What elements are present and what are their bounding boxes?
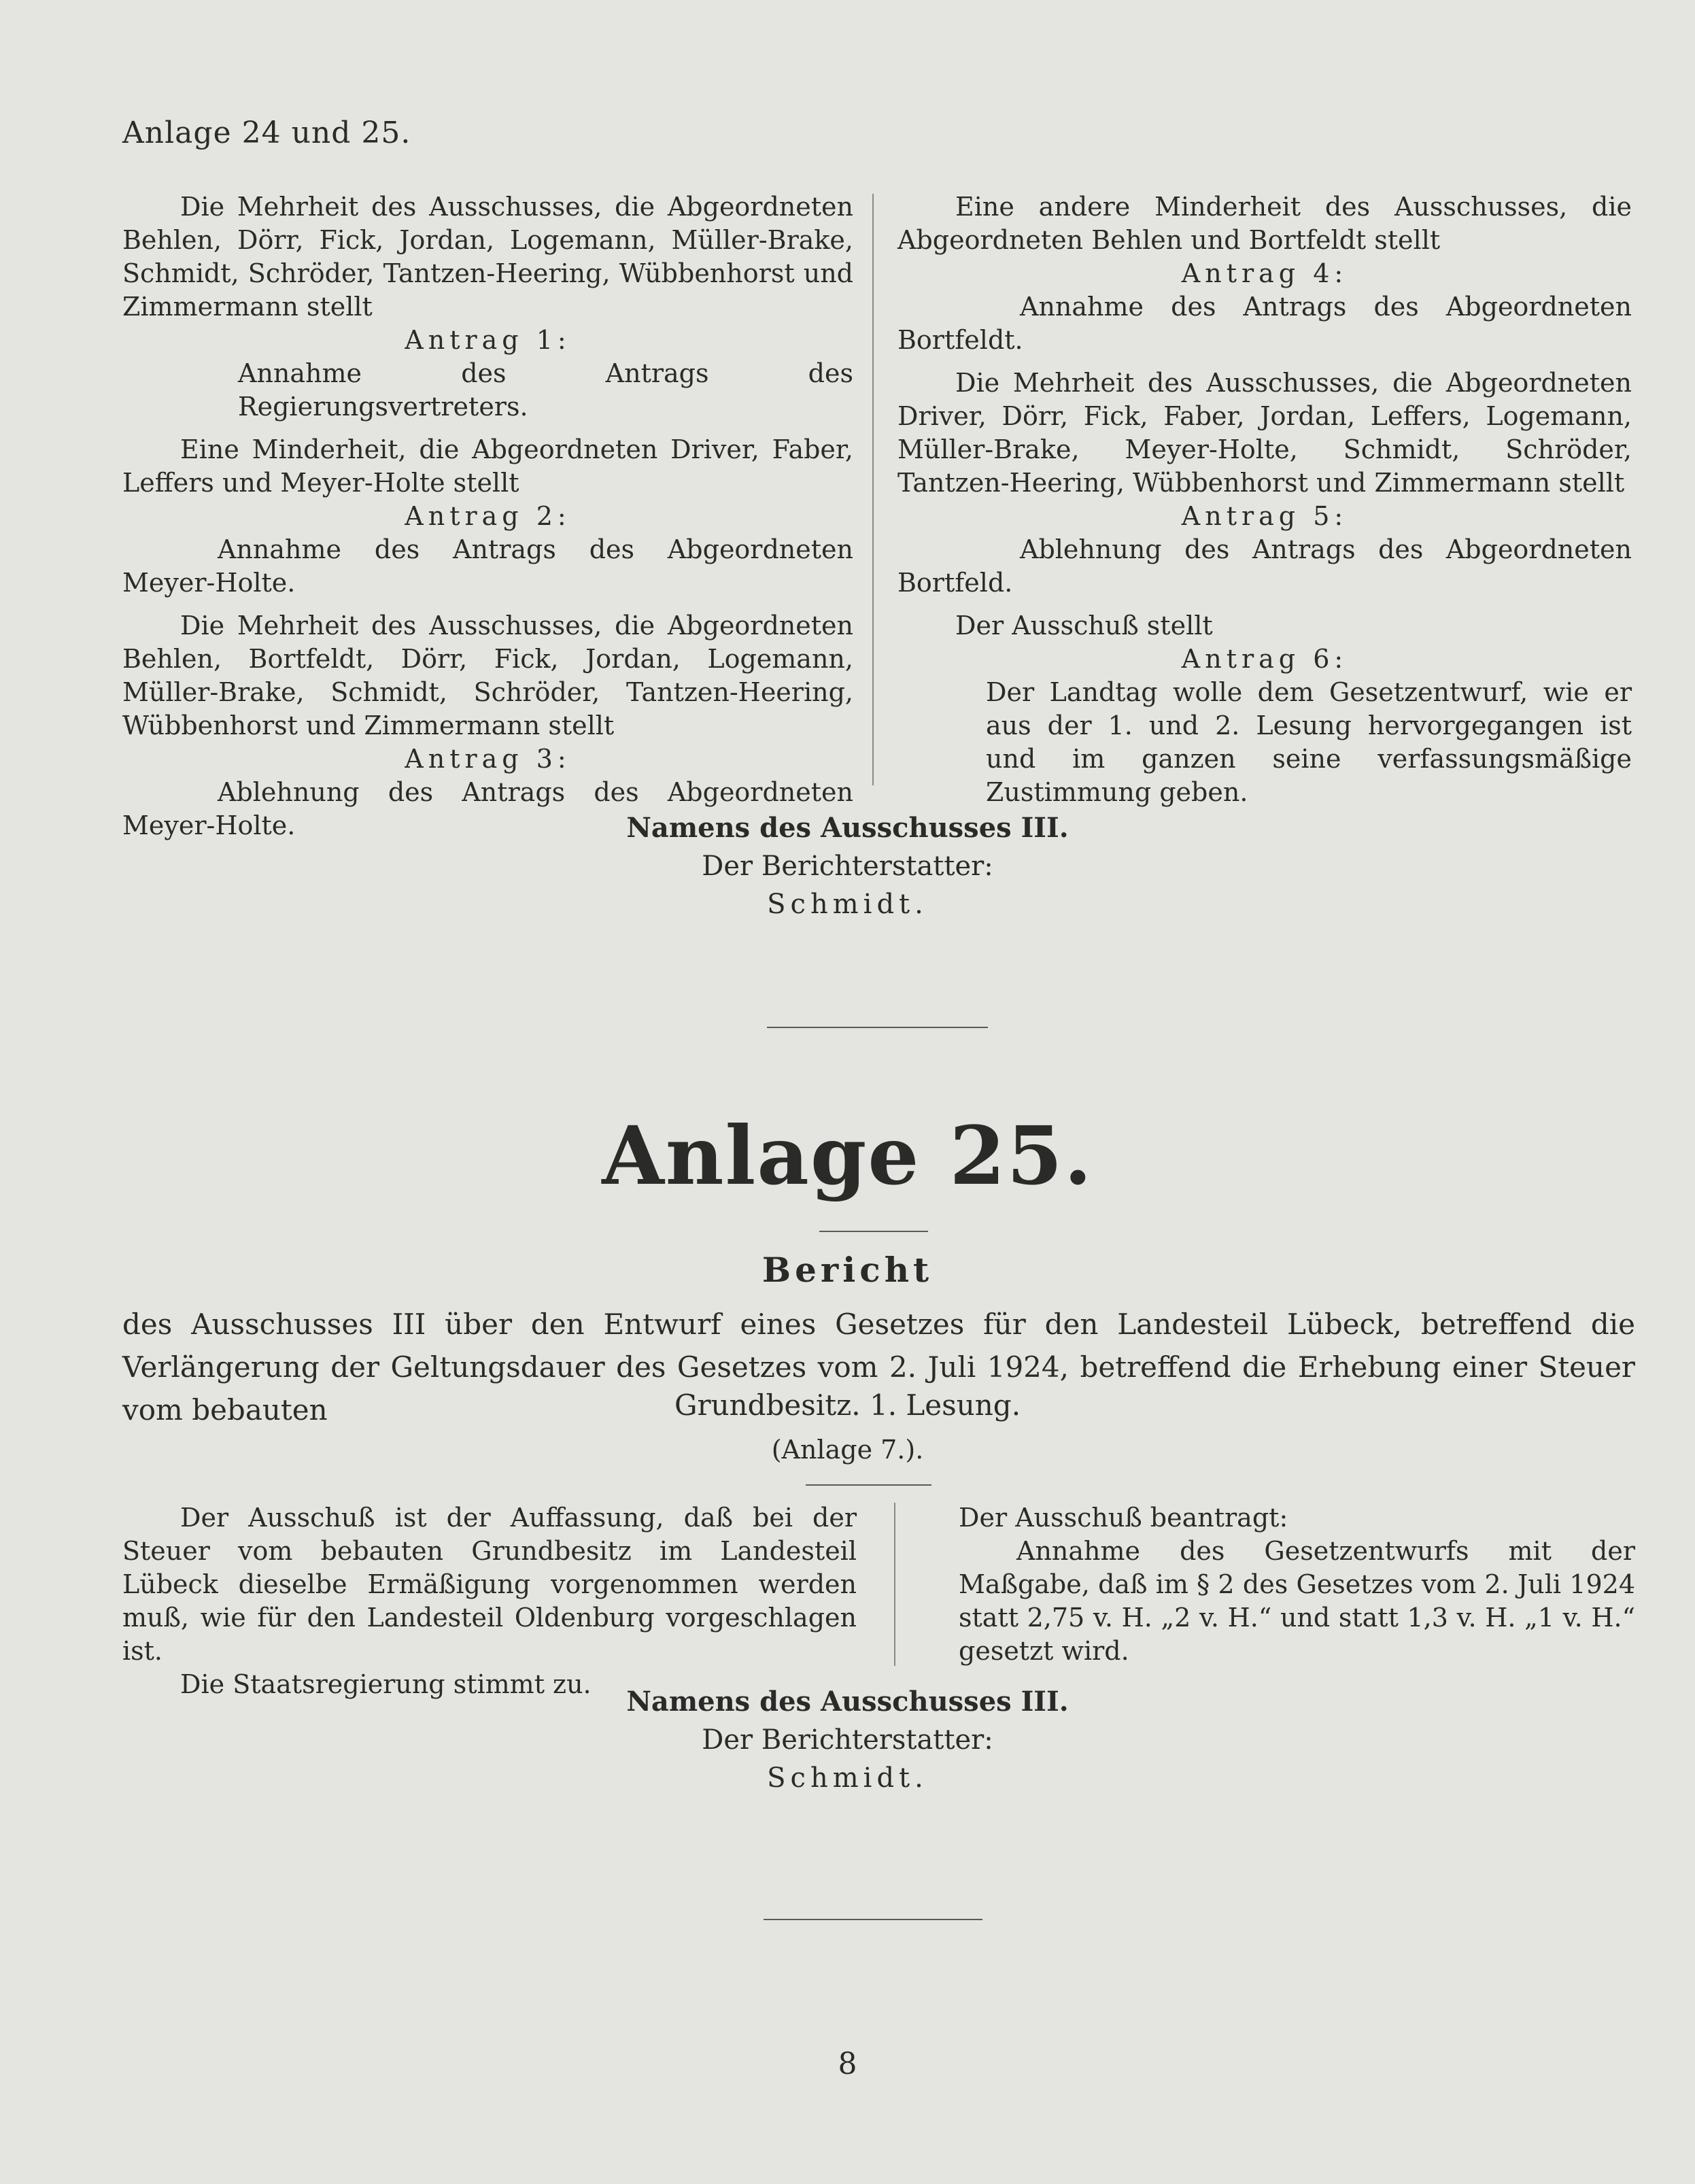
antrag-text: Ablehnung des Antrags des Abgeordneten Bortfeld. — [897, 534, 1632, 598]
paragraph: Der Ausschuß ist der Auffassung, daß bei der Steuer vom bebauten Grundbesitz im Landesteil Lübeck dieselbe Ermäßigung vorgenommen werden muß, wie für den Landesteil Oldenburg vorgeschlagen ist. — [122, 1503, 857, 1666]
antrag-text: Ablehnung des Antrags des Abgeordneten Meyer-Holte. — [122, 777, 853, 840]
report-heading: Bericht — [761, 1250, 934, 1290]
antrag-label: Antrag 3: — [405, 744, 571, 774]
report-description-last-line: Grundbesitz. 1. Lesung. — [674, 1388, 1021, 1422]
antrag-text: Annahme des Antrags des Abgeordneten Bortfeldt. — [897, 292, 1632, 355]
antrag-text: Der Landtag wolle dem Gesetzentwurf, wie er aus der 1. und 2. Lesung hervorgegangen ist und im ganzen seine verfassungsmäßige Zustimmung geben. — [986, 677, 1632, 807]
signatory-name: Schmidt. — [767, 1762, 928, 1794]
page-number: 8 — [838, 2047, 857, 2081]
committee-line: Namens des Ausschusses III. — [626, 812, 1069, 844]
anlage25-left-column — [122, 1501, 857, 1701]
role-line: Der Berichterstatter: — [702, 851, 993, 882]
running-header: Anlage 24 und 25. — [122, 116, 411, 150]
antrag-label: Antrag 1: — [405, 325, 571, 355]
anlage24-left-column — [122, 190, 853, 842]
title-rule — [819, 1231, 928, 1232]
anlage24-right-column — [897, 190, 1632, 809]
paragraph: Eine andere Minderheit des Ausschusses, die Abgeordneten Behlen und Bortfeldt stellt — [897, 192, 1632, 255]
paragraph: Die Mehrheit des Ausschusses, die Abgeordneten Driver, Dörr, Fick, Faber, Jordan, Leffers, Logemann, Müller-Brake, Meyer-Holte, Schmidt, Schröder, Tantzen-Heering, Wübbenhorst und Zimmermann stellt — [897, 368, 1632, 498]
antrag-text: Annahme des Antrags des Regierungsvertreters. — [238, 358, 853, 422]
antrag-label: Antrag 6: — [1181, 644, 1348, 674]
report-reference: (Anlage 7.). — [771, 1435, 924, 1465]
description-rule — [806, 1484, 931, 1486]
committee-line: Namens des Ausschusses III. — [626, 1686, 1069, 1718]
column-divider — [872, 194, 874, 785]
paragraph: Annahme des Gesetzentwurfs mit der Maßgabe, daß im § 2 des Gesetzes vom 2. Juli 1924 statt 2,75 v. H. „2 v. H.“ und statt 1,3 v. H. „1 v. H.“ gesetzt wird. — [959, 1536, 1635, 1666]
section-title: Anlage 25. — [602, 1108, 1093, 1203]
anlage25-right-column — [959, 1501, 1635, 1668]
paragraph: Die Mehrheit des Ausschusses, die Abgeordneten Behlen, Bortfeldt, Dörr, Fick, Jordan, Logemann, Müller-Brake, Schmidt, Schröder, Tantzen-Heering, Wübbenhorst und Zimmermann stellt — [122, 611, 853, 740]
antrag-label: Antrag 4: — [1181, 258, 1348, 288]
paragraph: Die Staatsregierung stimmt zu. — [180, 1669, 592, 1699]
section-separator — [764, 1919, 982, 1920]
antrag-label: Antrag 5: — [1181, 501, 1348, 531]
signatory-name: Schmidt. — [767, 889, 928, 920]
section-separator — [767, 1027, 988, 1028]
anlage24-signature — [0, 809, 1695, 923]
role-line: Der Berichterstatter: — [702, 1724, 993, 1756]
column-divider — [894, 1503, 895, 1666]
anlage25-signature — [0, 1683, 1695, 1797]
paragraph: Eine Minderheit, die Abgeordneten Driver, Faber, Leffers und Meyer-Holte stellt — [122, 434, 853, 498]
paragraph: Die Mehrheit des Ausschusses, die Abgeordneten Behlen, Dörr, Fick, Jordan, Logemann, Müller-Brake, Schmidt, Schröder, Tantzen-Heering, Wübbenhorst und Zimmermann stellt — [122, 192, 853, 322]
paragraph: Der Ausschuß stellt — [955, 611, 1213, 641]
antrag-text: Annahme des Antrags des Abgeordneten Meyer-Holte. — [122, 534, 853, 598]
paragraph: Der Ausschuß beantragt: — [959, 1503, 1288, 1533]
report-description: des Ausschusses III über den Entwurf eines Gesetzes für den Landesteil Lübeck, betreffend die Verlängerung der Geltungsdauer des Gesetzes vom 2. Juli 1924, betreffend die Erhebung einer Steuer vom bebauten — [122, 1308, 1635, 1427]
antrag-label: Antrag 2: — [405, 501, 571, 531]
